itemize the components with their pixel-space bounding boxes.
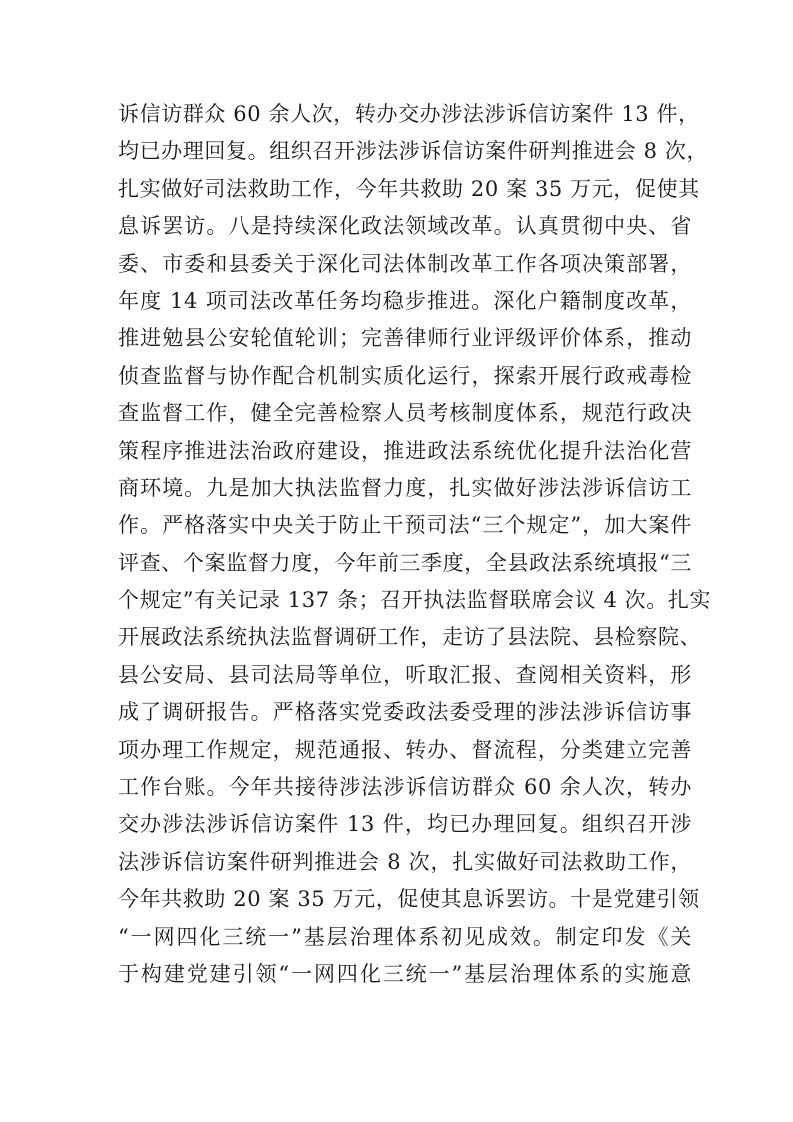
text-line: 策程序推进法治政府建设，推进政法系统优化提升法治化营 bbox=[118, 438, 692, 463]
text-line: 个规定”有关记录 137 条；召开执法监督联席会议 4 次。扎实 bbox=[118, 588, 712, 613]
text-line: 委、市委和县委关于深化司法体制改革工作各项决策部署， bbox=[118, 251, 692, 276]
text-line: 开展政法系统执法监督调研工作，走访了县法院、县检察院、 bbox=[118, 625, 702, 650]
text-line: 交办涉法涉诉信访案件 13 件，均已办理回复。组织召开涉 bbox=[118, 812, 692, 837]
text-line: 工作台账。今年共接待涉法涉诉信访群众 60 余人次，转办 bbox=[118, 775, 692, 800]
text-line: 今年共救助 20 案 35 万元，促使其息诉罢访。十是党建引领 bbox=[118, 887, 700, 912]
text-line: 诉信访群众 60 余人次，转办交办涉法涉诉信访案件 13 件， bbox=[118, 102, 700, 126]
text-line: 评查、个案监督力度，今年前三季度，全县政法系统填报“三 bbox=[118, 550, 692, 575]
text-line: 法涉诉信访案件研判推进会 8 次，扎实做好司法救助工作， bbox=[118, 849, 692, 874]
text-line: 成了调研报告。严格落实党委政法委受理的涉法涉诉信访事 bbox=[118, 700, 692, 725]
text-line: 推进勉县公安轮值轮训；完善律师行业评级评价体系，推动 bbox=[118, 326, 692, 351]
text-line: 商环境。九是加大执法监督力度，扎实做好涉法涉诉信访工 bbox=[118, 475, 692, 500]
text-line: 于构建党建引领“一网四化三统一”基层治理体系的实施意 bbox=[118, 961, 692, 986]
text-line: 县公安局、县司法局等单位，听取汇报、查阅相关资料，形 bbox=[118, 662, 692, 687]
text-line: 息诉罢访。八是持续深化政法领域改革。认真贯彻中央、省 bbox=[118, 214, 692, 239]
text-line: 查监督工作，健全完善检察人员考核制度体系，规范行政决 bbox=[118, 401, 692, 426]
body-text bbox=[118, 96, 712, 993]
text-line: “一网四化三统一”基层治理体系初见成效。制定印发《关 bbox=[118, 924, 692, 949]
text-line: 均已办理回复。组织召开涉法涉诉信访案件研判推进会 8 次， bbox=[118, 139, 709, 164]
text-line: 侦查监督与协作配合机制实质化运行，探索开展行政戒毒检 bbox=[118, 363, 692, 388]
text-line: 年度 14 项司法改革任务均稳步推进。深化户籍制度改革， bbox=[118, 288, 692, 313]
text-line: 项办理工作规定，规范通报、转办、督流程，分类建立完善 bbox=[118, 737, 692, 762]
text-line: 作。严格落实中央关于防止干预司法“三个规定”，加大案件 bbox=[118, 513, 692, 538]
text-line: 扎实做好司法救助工作，今年共救助 20 案 35 万元，促使其 bbox=[118, 176, 700, 201]
